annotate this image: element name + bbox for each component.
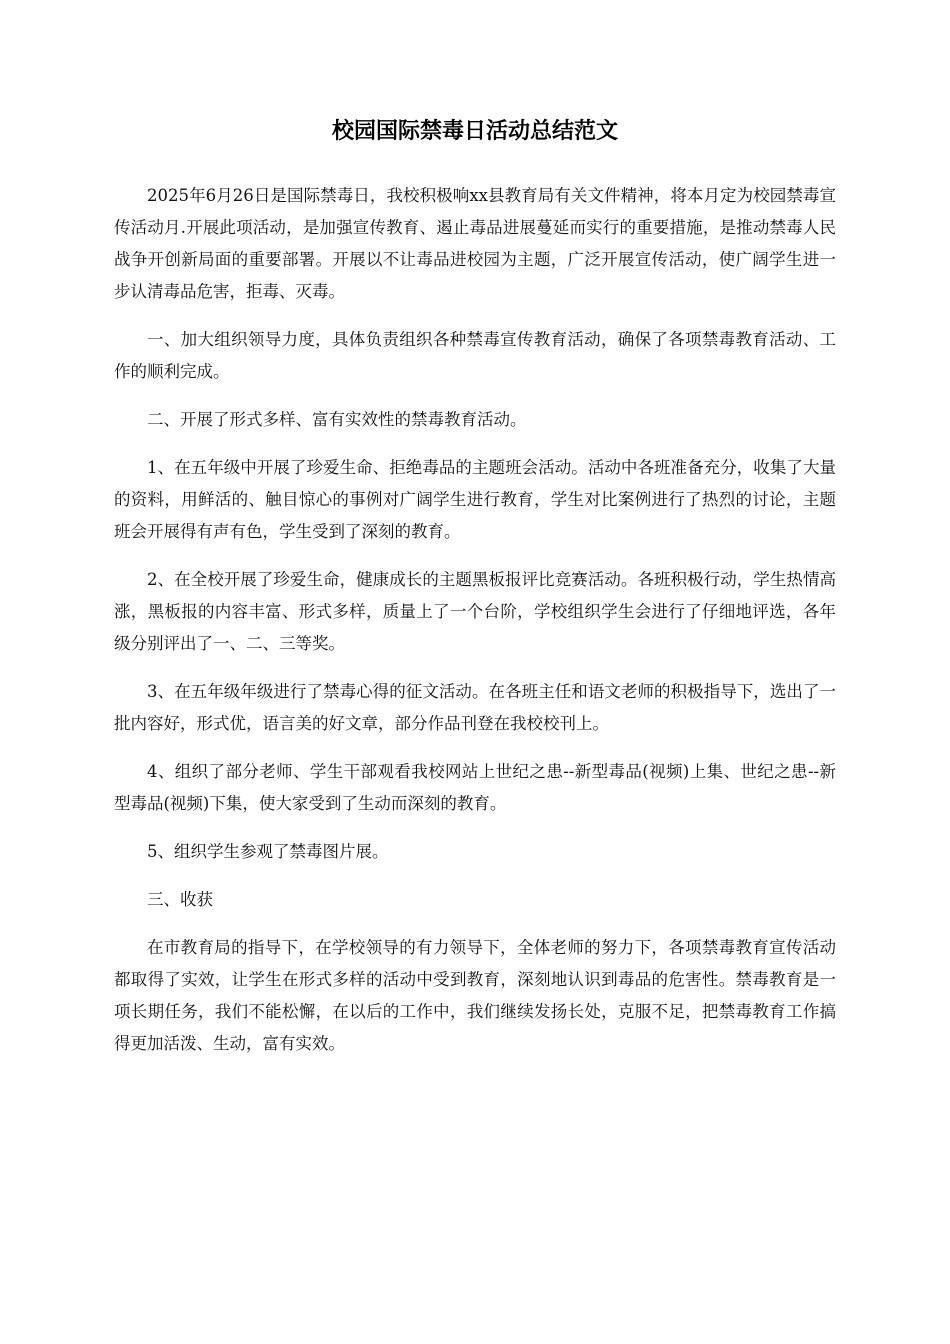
document-body: [114, 180, 836, 1076]
paragraph-section-2: 二、开展了形式多样、富有实效性的禁毒教育活动。: [147, 410, 527, 429]
document-title: 校园国际禁毒日活动总结范文: [331, 118, 618, 144]
paragraph-item-5: 5、组织学生参观了禁毒图片展。: [147, 842, 389, 861]
paragraph-item-3: 3、在五年级年级进行了禁毒心得的征文活动。在各班主任和语文老师的积极指导下，选出了一批内容好，形式优，语言美的好文章，部分作品刊登在我校校刊上。: [114, 682, 836, 733]
paragraph-item-2: 2、在全校开展了珍爱生命，健康成长的主题黑板报评比竞赛活动。各班积极行动，学生热情高涨，黑板报的内容丰富、形式多样，质量上了一个台阶，学校组织学生会进行了仔细地评选，各年级分别评出了一、二、三等奖。: [114, 570, 836, 653]
paragraph-intro: 2025年6月26日是国际禁毒日，我校积极响xx县教育局有关文件精神，将本月定为校园禁毒宣传活动月.开展此项活动，是加强宣传教育、遏止毒品进展蔓延而实行的重要措施，是推动禁毒人民战争开创新局面的重要部署。开展以不让毒品进校园为主题，广泛开展宣传活动，使广阔学生进一步认清毒品危害，拒毒、灭毒。: [114, 186, 836, 301]
paragraph-section-3: 三、收获: [147, 890, 213, 909]
paragraph-item-1: 1、在五年级中开展了珍爱生命、拒绝毒品的主题班会活动。活动中各班准备充分，收集了大量的资料，用鲜活的、触目惊心的事例对广阔学生进行教育，学生对比案例进行了热烈的讨论，主题班会开展得有声有色，学生受到了深刻的教育。: [114, 458, 836, 541]
paragraph-section-1: 一、加大组织领导力度，具体负责组织各种禁毒宣传教育活动，确保了各项禁毒教育活动、工作的顺利完成。: [114, 330, 836, 381]
paragraph-conclusion: 在市教育局的指导下，在学校领导的有力领导下，全体老师的努力下，各项禁毒教育宣传活动都取得了实效，让学生在形式多样的活动中受到教育，深刻地认识到毒品的危害性。禁毒教育是一项长期任务，我们不能松懈，在以后的工作中，我们继续发扬长处，克服不足，把禁毒教育工作搞得更加活泼、生动，富有实效。: [114, 938, 836, 1053]
paragraph-item-4: 4、组织了部分老师、学生干部观看我校网站上世纪之患--新型毒品(视频)上集、世纪之患--新型毒品(视频)下集，使大家受到了生动而深刻的教育。: [114, 762, 836, 813]
